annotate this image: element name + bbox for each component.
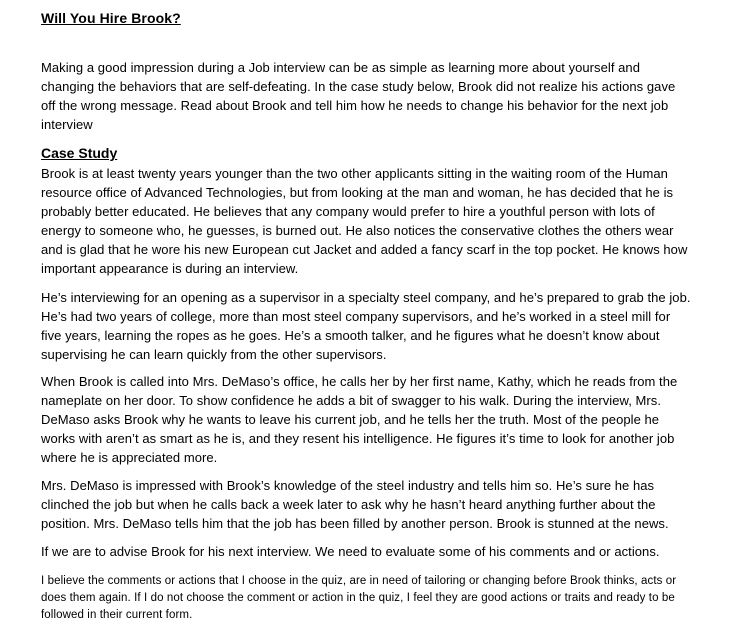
advice-paragraph: If we are to advise Brook for his next interview. We need to evaluate some of his comments and or actions. (41, 544, 660, 559)
page-title: Will You Hire Brook? (41, 10, 181, 26)
case-study-heading: Case Study (41, 145, 118, 161)
case-study-paragraph-4: Mrs. DeMaso is impressed with Brook’s knowledge of the steel industry and tells him so. He’s sure he has clinched the job but when he calls back a week later to ask why he hasn’t heard anything further about the position. Mrs. DeMaso tells him that the job has been filled by another person. Brook is stunned at the news. (41, 478, 669, 531)
case-study-paragraph-1: Brook is at least twenty years younger than the two other applicants sitting in the waiting room of the Human resource office of Advanced Technologies, but from looking at the man and woman, he has decided that he is probably better educated. He believes that any company would prefer to hire a youthful person with lots of energy to someone who, he guesses, is burned out. He also notices the conservative clothes the others wear and is glad that he wore his new European cut Jacket and added a fancy scarf in the top pocket. He knows how important appearance is during an interview. (41, 166, 688, 276)
case-study-paragraph-2: He’s interviewing for an opening as a supervisor in a specialty steel company, and he’s prepared to grab the job. He’s had two years of college, more than most steel company supervisors, and he’s worked in a steel mill for five years, learning the ropes as he goes. He’s a smooth talker, and he figures what he doesn’t know about supervising he can learn quickly from the other supervisors. (41, 290, 691, 362)
intro-paragraph: Making a good impression during a Job interview can be as simple as learning more about yourself and changing the behaviors that are self-defeating. In the case study below, Brook did not realize his actions gave off the wrong message. Read about Brook and tell him how he needs to change his behavior for the next job interview (41, 60, 676, 132)
case-study-paragraph-3: When Brook is called into Mrs. DeMaso’s office, he calls her by her first name, Kathy, which he reads from the nameplate on her door. To show confidence he adds a bit of swagger to his walk. During the interview, Mrs. DeMaso asks Brook why he wants to leave his current job, and he tells her the truth. Most of the people he works with aren’t as smart as he is, and they resent his intelligence. He figures it’s time to look for another job where he is appreciated more. (41, 374, 678, 465)
quiz-instruction: I believe the comments or actions that I choose in the quiz, are in need of tailoring or changing before Brook thinks, acts or does them again. If I do not choose the comment or action in the quiz, I feel they are good actions or traits and ready to be followed in their current form. (41, 575, 677, 621)
